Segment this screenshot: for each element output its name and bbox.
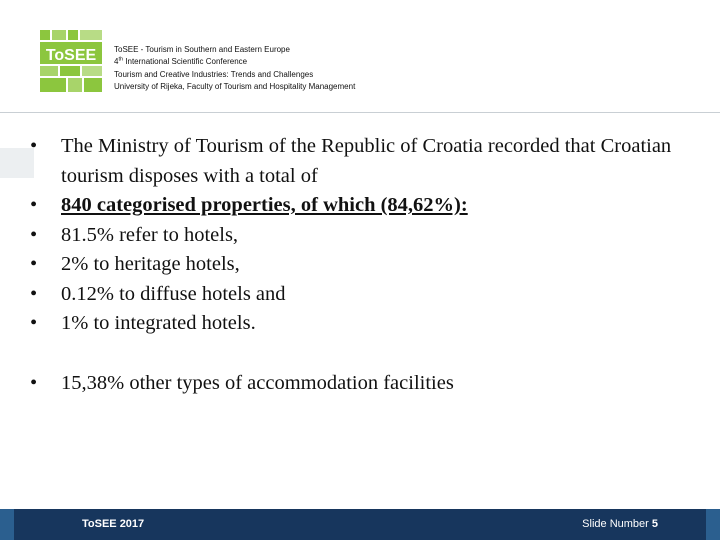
header-ordinal-suffix: th: [118, 56, 124, 63]
slide-number-label: Slide Number: [582, 518, 649, 530]
bullet-dot: •: [30, 312, 38, 334]
tosee-logo: [36, 28, 106, 96]
bullet-dot: •: [30, 135, 38, 157]
header-line-1: ToSEE - Tourism in Southern and Eastern Europe: [114, 45, 290, 54]
list-item: [28, 280, 708, 310]
list-item: [28, 132, 708, 191]
list-item: [28, 221, 708, 251]
bullet-dot: •: [30, 223, 38, 246]
header-divider: [0, 112, 720, 113]
header-line-4: University of Rijeka, Faculty of Tourism and Hospitality Management: [114, 82, 356, 92]
bullet-dot: •: [30, 253, 38, 275]
bullet-text: 2% to heritage hotels,: [61, 253, 240, 275]
header-line-2: [114, 56, 355, 68]
footer-bar: [0, 509, 720, 540]
list-item: [28, 191, 708, 221]
bullet-text: The Ministry of Tourism of the Republic of Croatia recorded that Croatian tourism disposes with a total of: [61, 135, 672, 187]
list-item: [28, 309, 708, 339]
logo-text: ToSEE: [45, 47, 97, 64]
footer-right-accent: [706, 509, 720, 540]
footer-left-accent: [0, 509, 14, 540]
header-ordinal: 4: [114, 57, 119, 67]
slide-number-value: 5: [651, 518, 658, 530]
bullet-list: [28, 132, 708, 398]
list-spacer: [28, 339, 708, 369]
bullet-text: 81.5% refer to hotels,: [61, 223, 239, 246]
slide-number: [582, 518, 658, 530]
bullet-dot: •: [30, 282, 38, 305]
bullet-dot: •: [30, 194, 38, 216]
list-item: [28, 369, 708, 399]
tosee-logo-graphic: [36, 28, 106, 96]
bullet-text: 0.12% to diffuse hotels and: [61, 282, 286, 305]
footer-title: ToSEE 2017: [82, 518, 145, 530]
bullet-text: 15,38% other types of accommodation facilities: [61, 371, 454, 394]
header-line-3: Tourism and Creative Industries: Trends and Challenges: [114, 69, 314, 79]
bullet-text: 840 categorised properties, of which (84,62%):: [61, 194, 468, 216]
bullet-dot: •: [30, 371, 38, 394]
conference-header: [114, 44, 355, 94]
list-item: [28, 250, 708, 280]
bullet-text: 1% to integrated hotels.: [61, 312, 256, 334]
header-line-2-rest: International Scientific Conference: [123, 57, 248, 67]
